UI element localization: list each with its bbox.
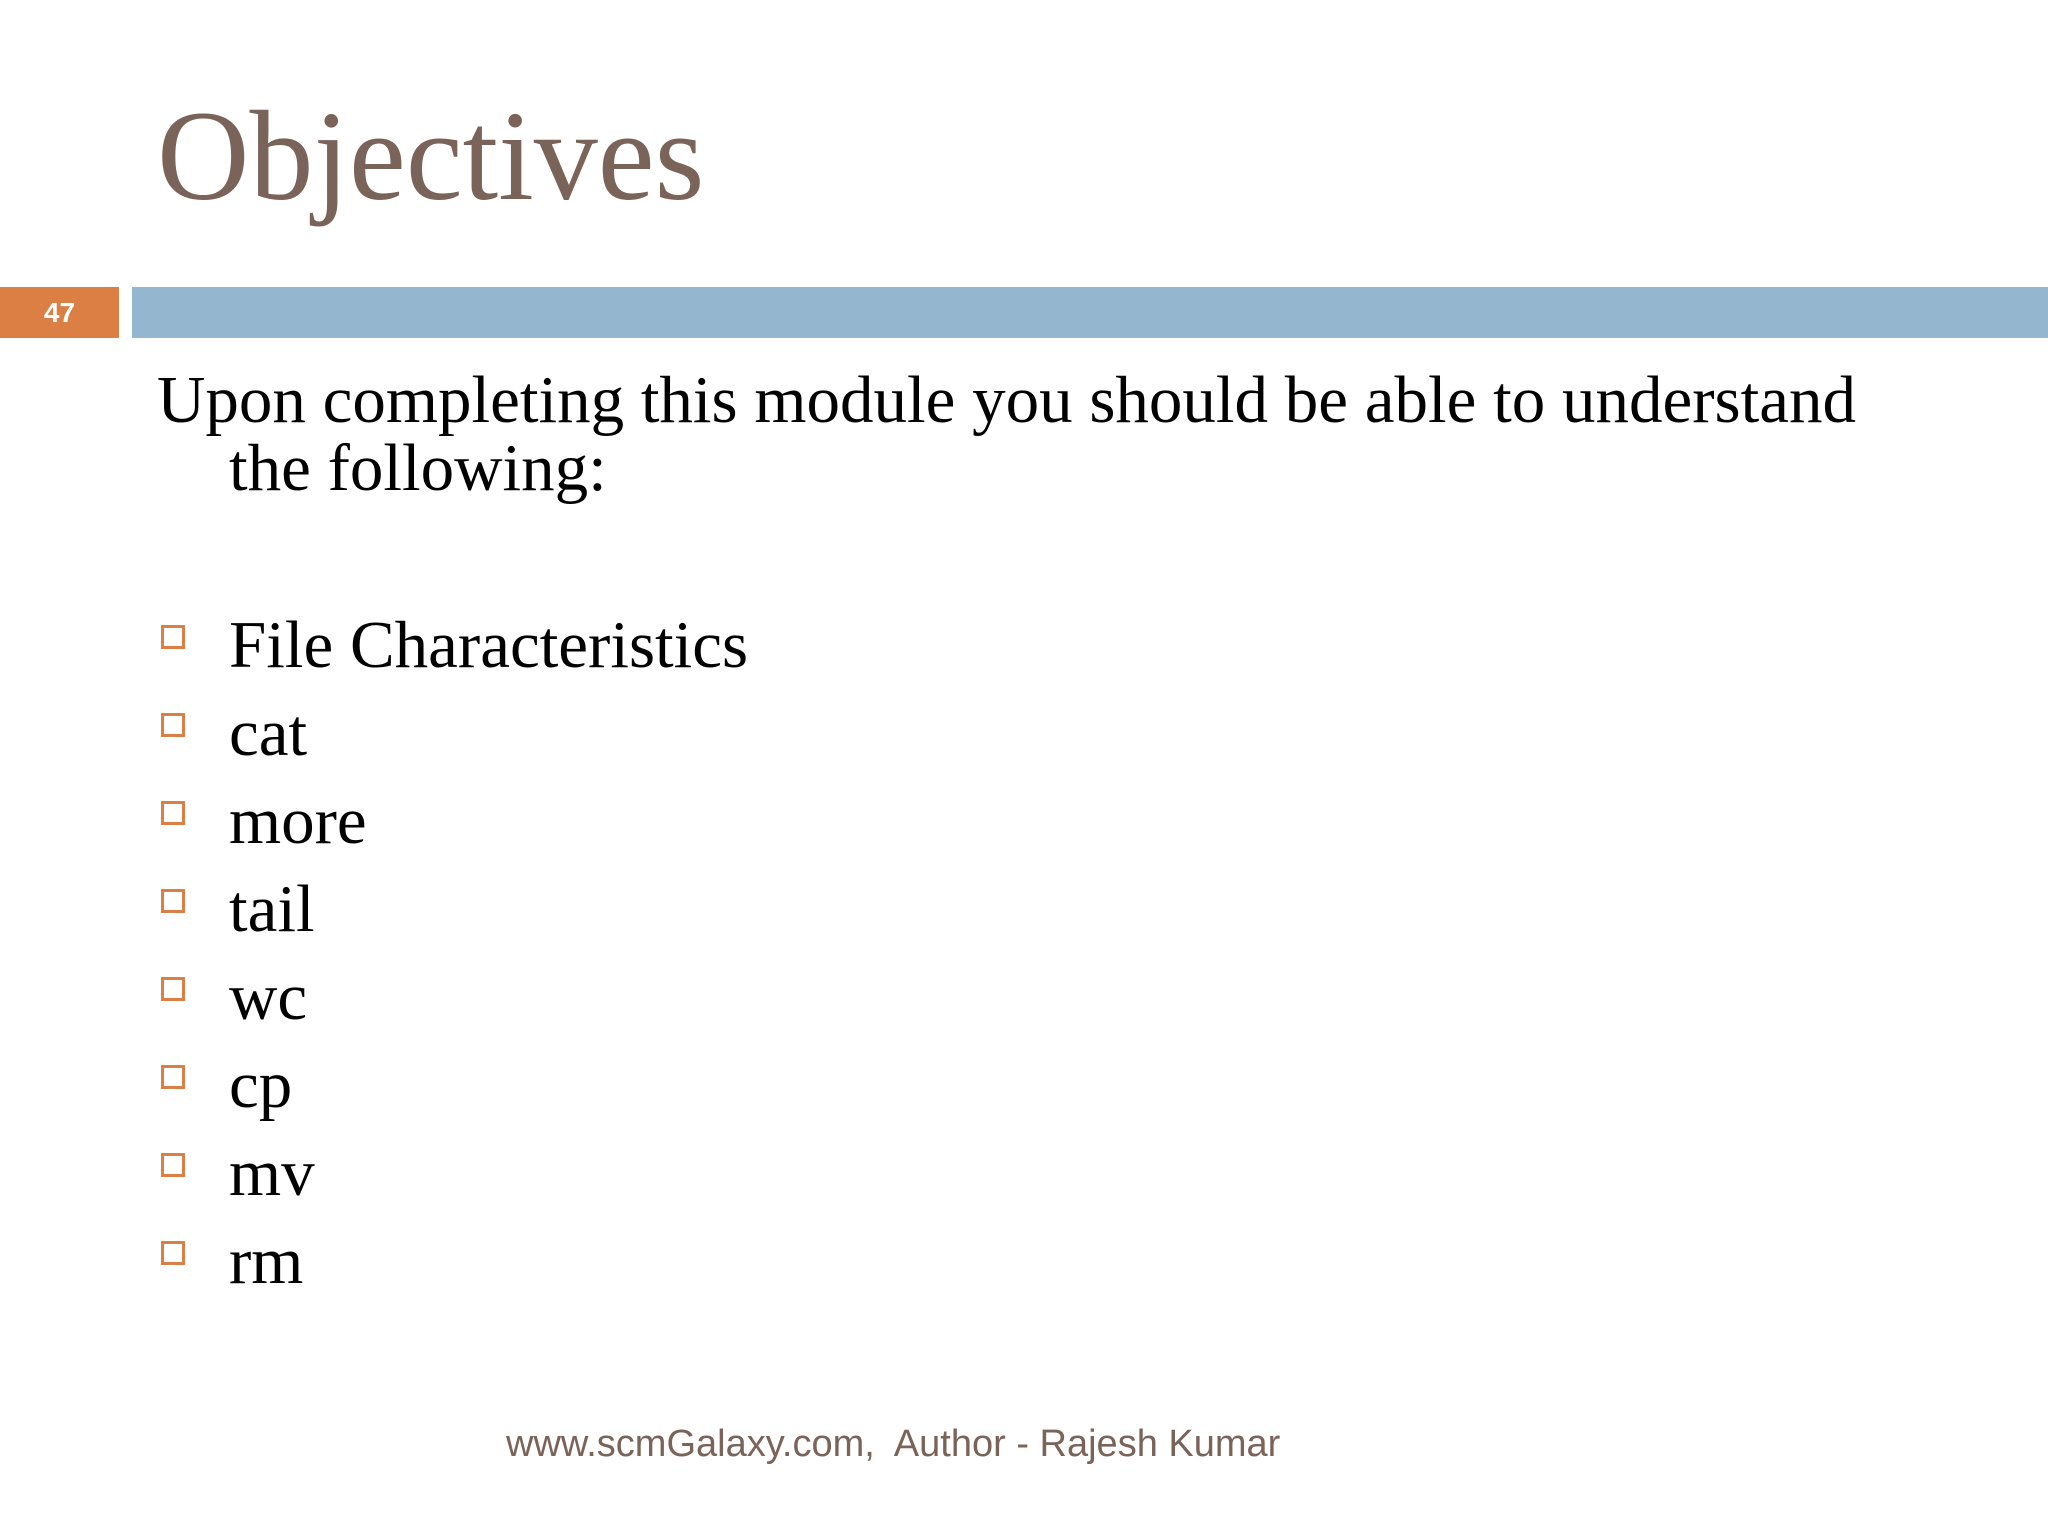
hollow-square-bullet-icon (161, 1241, 185, 1265)
hollow-square-bullet-icon (161, 889, 185, 913)
hollow-square-bullet-icon (161, 1065, 185, 1089)
list-item-label: mv (229, 1136, 315, 1210)
list-item-label: wc (229, 960, 308, 1034)
list-item-label: rm (229, 1224, 304, 1298)
hollow-square-bullet-icon (161, 977, 185, 1001)
hollow-square-bullet-icon (161, 1153, 185, 1177)
list-item-label: File Characteristics (229, 608, 749, 682)
footer-credit: www.scmGalaxy.com, Author - Rajesh Kumar (506, 1423, 1281, 1465)
list-item-label: tail (229, 872, 315, 946)
page-number-badge: 47 (0, 287, 119, 338)
hollow-square-bullet-icon (161, 625, 185, 649)
list-item-label: cp (229, 1048, 293, 1122)
hollow-square-bullet-icon (161, 713, 185, 737)
list-item-label: cat (229, 696, 308, 770)
intro-text: Upon completing this module you should be able to understand the following: (157, 363, 1856, 505)
list-item-label: more (229, 784, 367, 858)
header-divider-bar (132, 287, 2048, 338)
hollow-square-bullet-icon (161, 801, 185, 825)
slide-title: Objectives (157, 85, 705, 227)
